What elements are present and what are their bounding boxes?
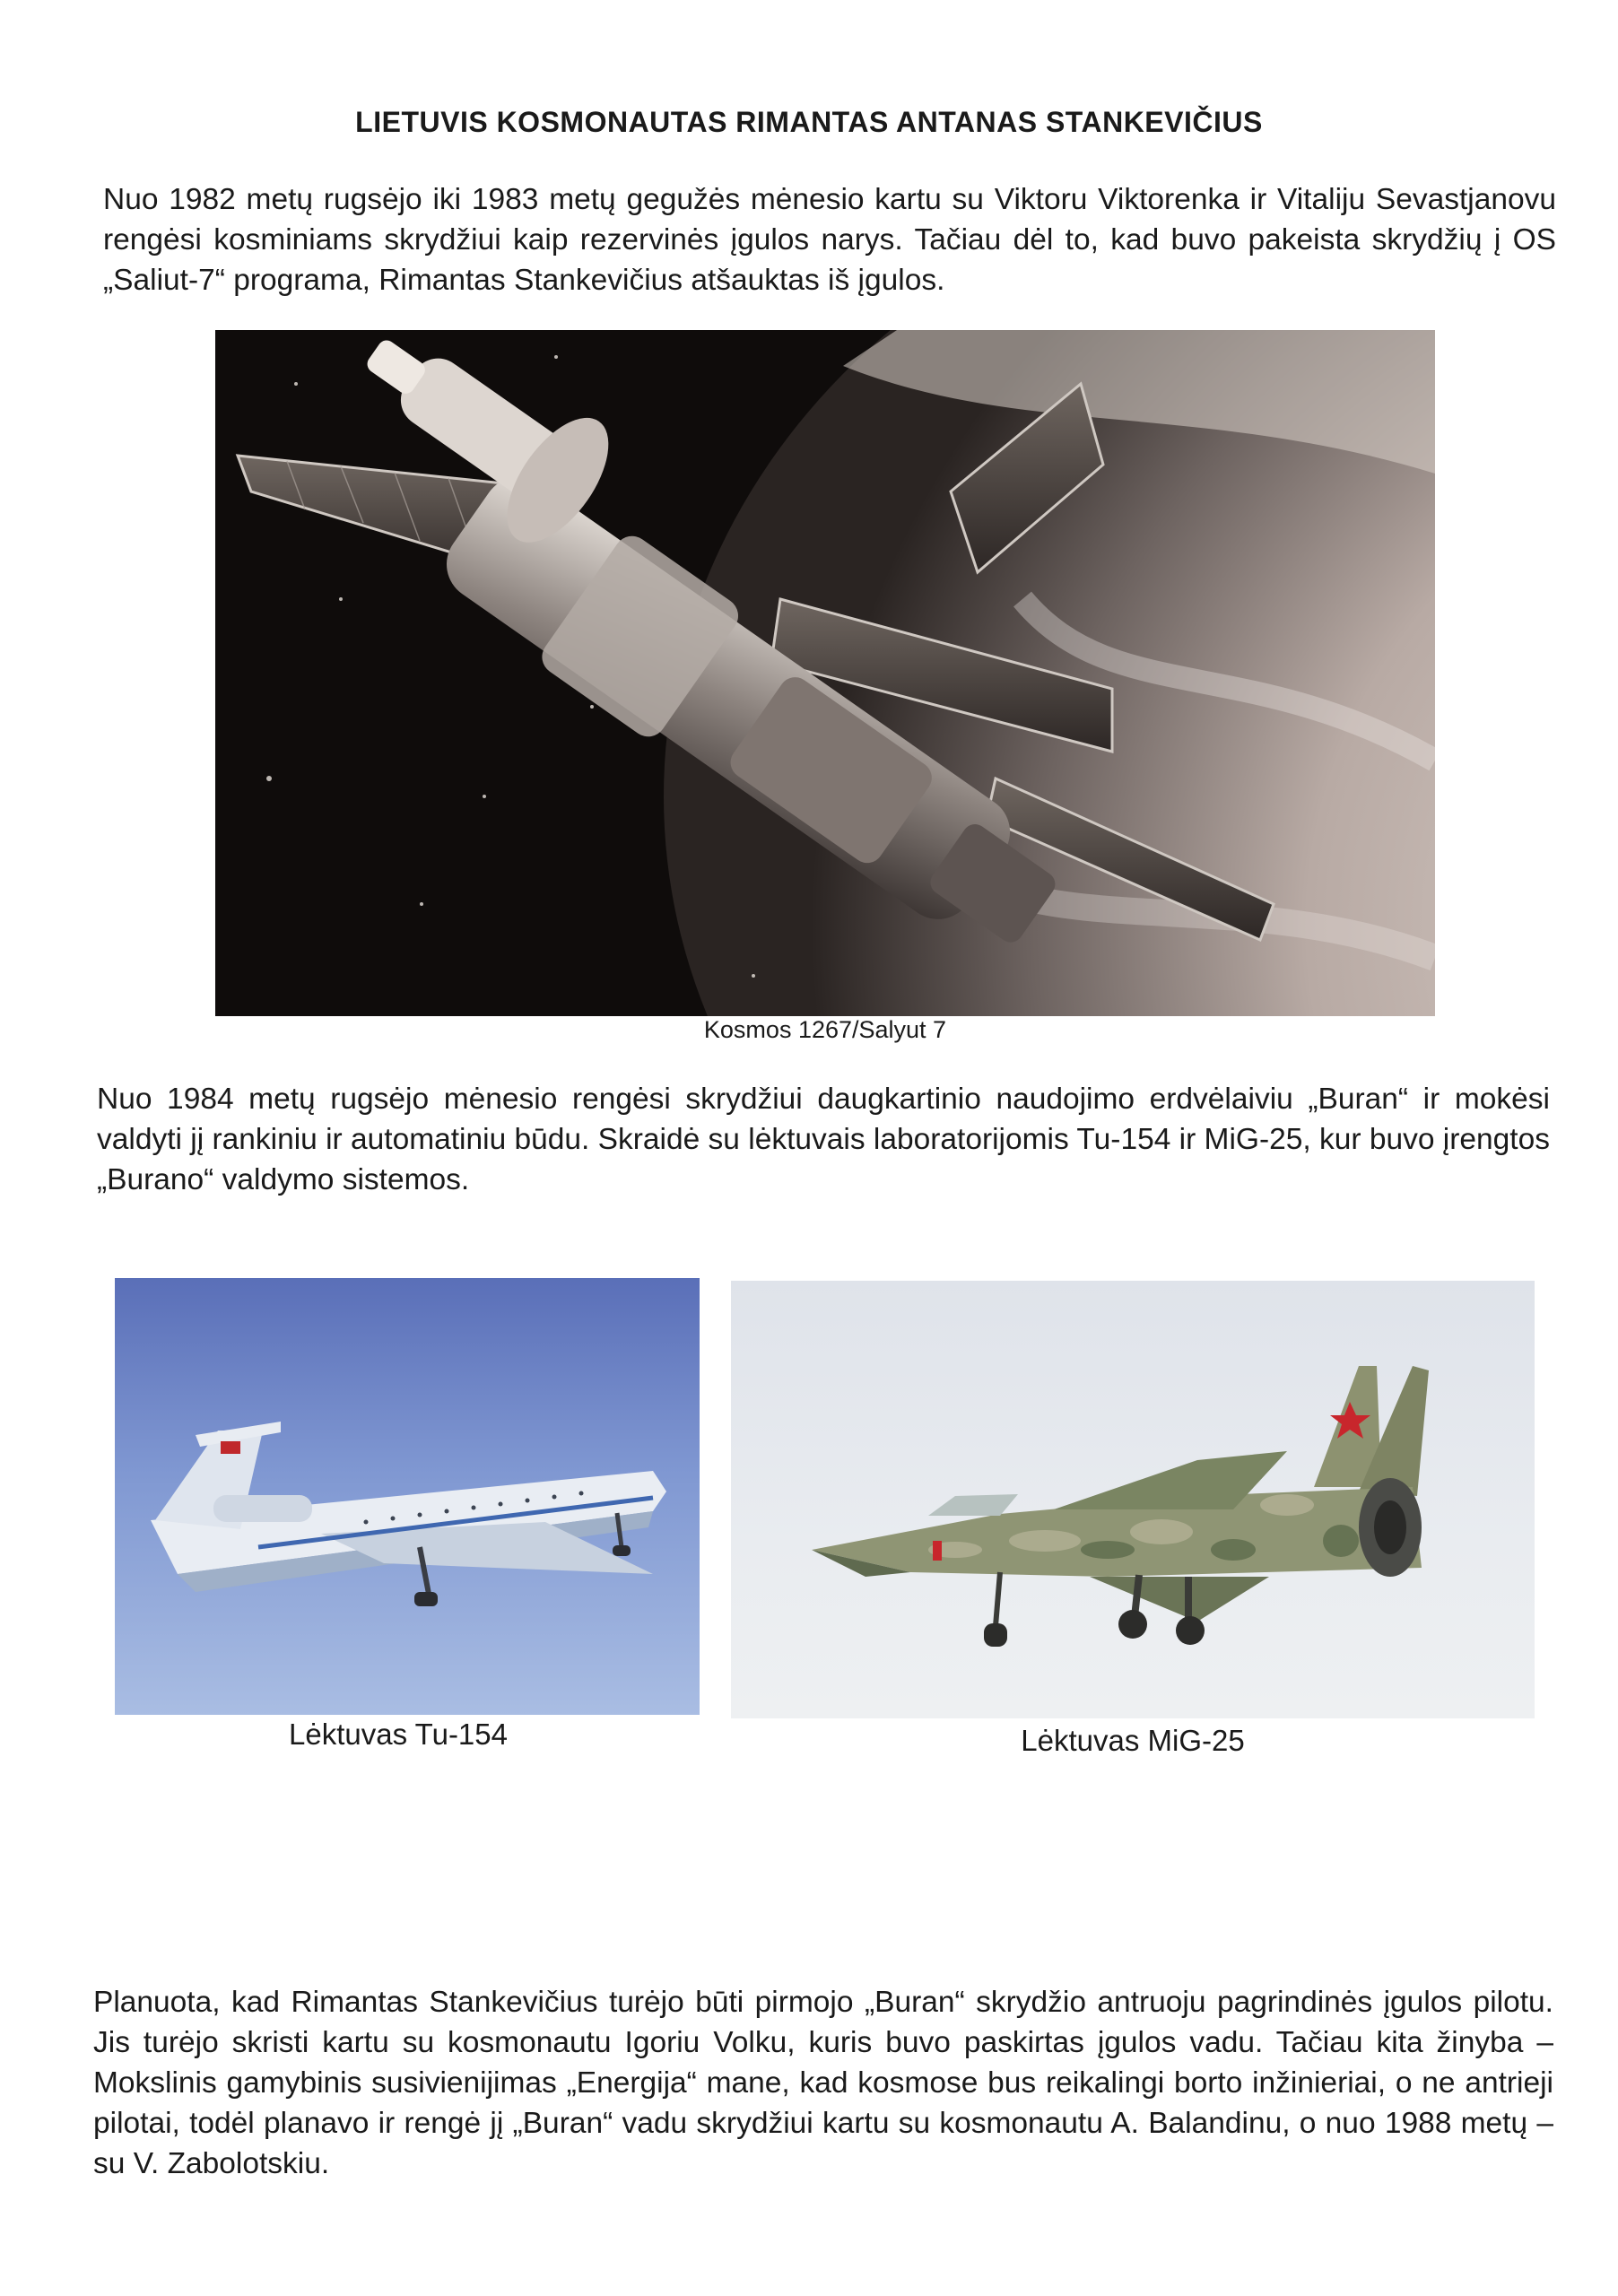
mig-25-photo xyxy=(731,1281,1535,1718)
page-title: LIETUVIS KOSMONAUTAS RIMANTAS ANTANAS STANKEVIČIUS xyxy=(355,106,1263,138)
mig-25-caption: Lėktuvas MiG-25 xyxy=(1021,1724,1245,1757)
tu-154-photo xyxy=(115,1278,700,1715)
paragraph-2: Nuo 1984 metų rugsėjo mėnesio rengėsi skrydžiui daugkartinio naudojimo erdvėlaiviu „Buran“ ir mokėsi valdyti jį rankiniu ir automatiniu būdu. Skraidė su lėktuvais laboratorijomis Tu-154 ir MiG-25, kur buvo įrengtos „Burano“ valdymo sistemos. xyxy=(97,1083,1550,1196)
space-station-caption: Kosmos 1267/Salyut 7 xyxy=(703,1016,947,1043)
tu-154-caption: Lėktuvas Tu-154 xyxy=(289,1718,508,1751)
paragraph-3: Planuota, kad Rimantas Stankevičius turėjo būti pirmojo „Buran“ skrydžio antruoju pagrindinės įgulos pilotu. Jis turėjo skristi kartu su kosmonautu Igoriu Volku, kuris buvo paskirtas įgulos vadu. Tačiau kita žinyba – Mokslinis gamybinis susivienijimas „Energija“ mane, kad kosmose bus reikalingi borto inžinieriai, o ne antrieji pilotai, todėl planavo ir rengė jį „Buran“ vadu skrydžiui kartu su kosmonautu A. Balandinu, o nuo 1988 metų – su V. Zabolotskiu. xyxy=(93,1986,1553,2180)
space-station-photo xyxy=(215,330,1435,1016)
paragraph-1: Nuo 1982 metų rugsėjo iki 1983 metų gegužės mėnesio kartu su Viktoru Viktorenka ir Vitaliju Sevastjanovu rengėsi kosminiams skrydžiui kaip rezervinės įgulos narys. Tačiau dėl to, kad buvo pakeista skrydžių į OS „Saliut-7“ programa, Rimantas Stankevičius atšauktas iš įgulos. xyxy=(103,183,1556,297)
